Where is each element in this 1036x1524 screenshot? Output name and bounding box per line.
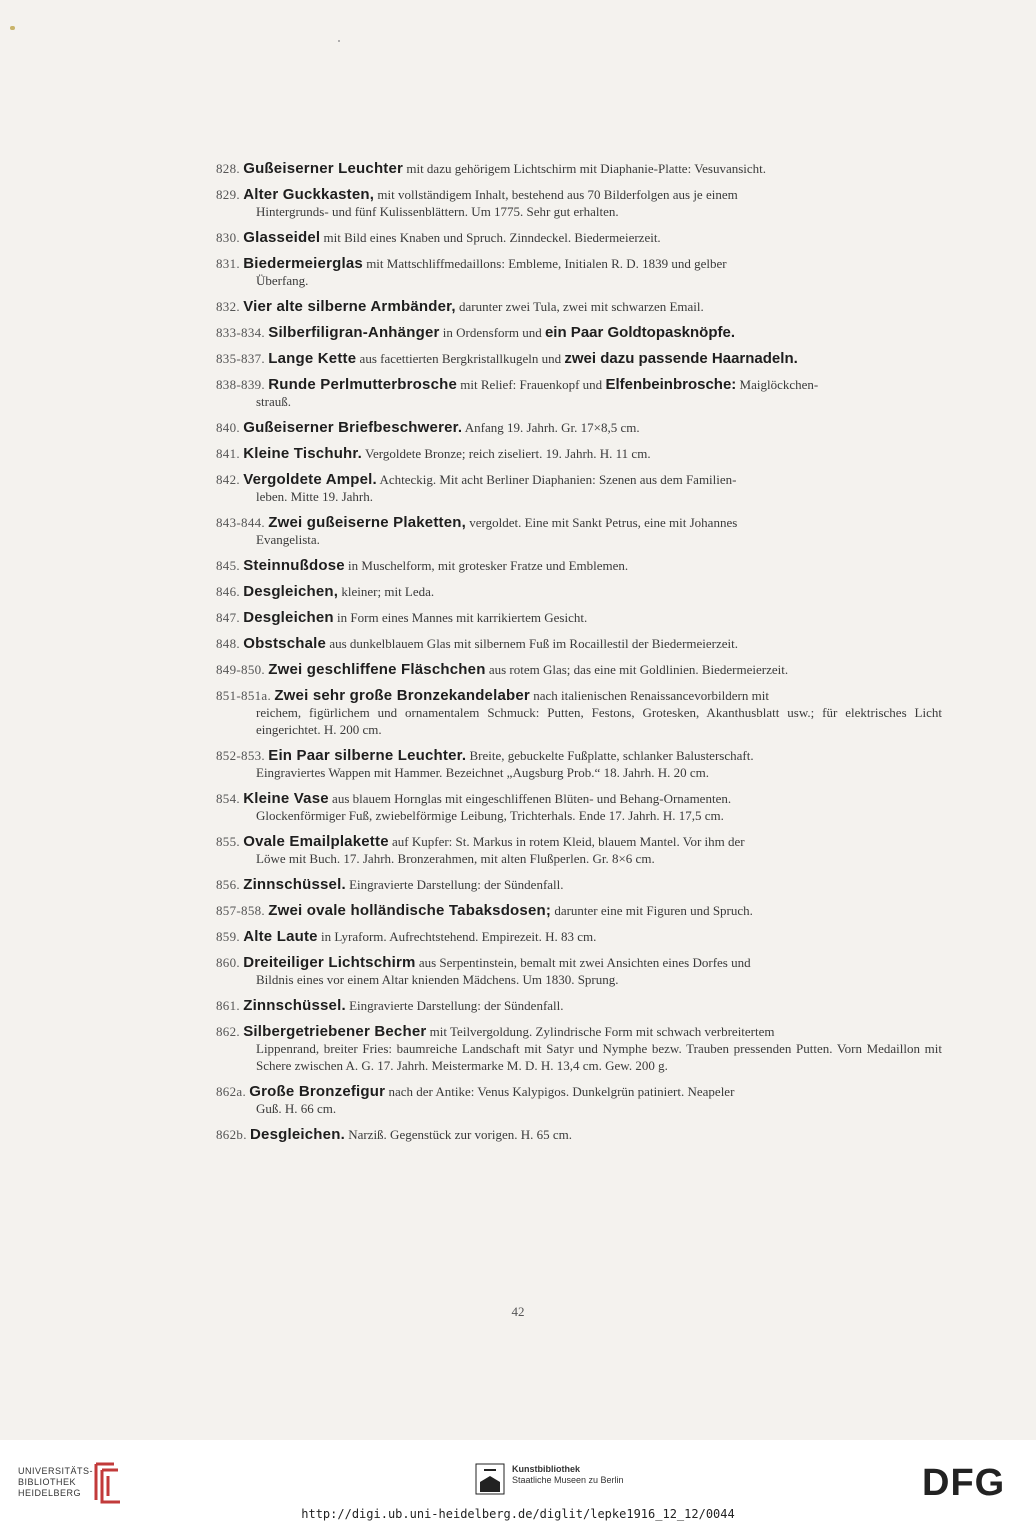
catalog-entry xyxy=(216,747,942,781)
ub-line-3: HEIDELBERG xyxy=(18,1488,82,1498)
entry-title: Zinnschüssel. xyxy=(243,876,346,893)
entry-title: Lange Kette xyxy=(268,350,357,367)
entry-title: Glasseidel xyxy=(243,229,321,246)
entry-title: Gußeiserner Briefbeschwerer. xyxy=(243,419,463,436)
catalog-entry xyxy=(216,902,942,919)
entry-number: 852-853. xyxy=(216,748,265,763)
entry-number: 833-834. xyxy=(216,325,265,340)
entry-continuation: Lippenrand, breiter Fries: baumreiche Landschaft mit Satyr und Nymphe bezw. Trauben pressenden Putten. Vorn Medaillon mit Schere zwischen A. G. 17. Jahrh. Meistermarke M. D. H. 13,4 cm. Gew. 200 g. xyxy=(256,1041,942,1073)
entry-number: 828. xyxy=(216,161,240,176)
entry-description: Eingravierte Darstellung: der Sündenfall. xyxy=(345,877,564,892)
entry-continuation: Hintergrunds- und fünf Kulissenblättern. Um 1775. Sehr gut erhalten. xyxy=(256,204,619,219)
entry-number: 862. xyxy=(216,1024,240,1039)
kunstbibliothek-logo-text xyxy=(512,1464,624,1486)
catalog-entry xyxy=(216,324,942,341)
entry-continuation: strauß. xyxy=(256,394,292,409)
catalog-entry xyxy=(216,514,942,548)
entry-title-secondary: Elfenbeinbrosche: xyxy=(605,376,737,393)
entry-title: Gußeiserner Leuchter xyxy=(243,160,404,177)
entry-description: aus Serpentinstein, bemalt mit zwei Ansichten eines Dorfes und xyxy=(415,955,751,970)
entry-description: Achteckig. Mit acht Berliner Diaphanien: Szenen aus dem Familien- xyxy=(376,472,737,487)
entry-title: Steinnußdose xyxy=(243,557,345,574)
entry-number: 830. xyxy=(216,230,240,245)
catalog-entry xyxy=(216,471,942,505)
page-number: 42 xyxy=(511,1304,525,1319)
entry-number: 840. xyxy=(216,420,240,435)
kunstbibliothek-logo-icon xyxy=(474,1462,506,1496)
entry-description: Eingravierte Darstellung: der Sündenfall. xyxy=(345,998,564,1013)
entry-title: Zwei ovale holländische Tabaksdosen; xyxy=(268,902,552,919)
entry-title: Zwei gußeiserne Plaketten, xyxy=(268,514,466,531)
catalog-entry xyxy=(216,445,942,462)
entry-continuation: Löwe mit Buch. 17. Jahrh. Bronzerahmen, mit alten Flußperlen. Gr. 8×6 cm. xyxy=(256,851,655,866)
ub-line-2: BIBLIOTHEK xyxy=(18,1477,77,1487)
entry-title: Runde Perlmutterbrosche xyxy=(268,376,458,393)
entry-description: aus blauem Hornglas mit eingeschliffenen Blüten- und Behang-Ornamenten. xyxy=(328,791,732,806)
catalog-entry xyxy=(216,419,942,436)
catalog-entry xyxy=(216,661,942,678)
entry-title: Dreiteiliger Lichtschirm xyxy=(243,954,416,971)
catalog-entry xyxy=(216,635,942,652)
entry-number: 855. xyxy=(216,834,240,849)
entry-number: 862a. xyxy=(216,1084,247,1099)
entry-title: Zwei sehr große Bronzekandelaber xyxy=(274,687,530,704)
entry-description: Vergoldete Bronze; reich ziseliert. 19. Jahrh. H. 11 cm. xyxy=(362,446,651,461)
ub-heidelberg-logo-text xyxy=(18,1466,93,1499)
entry-title: Alte Laute xyxy=(243,928,318,945)
catalog-entry xyxy=(216,1126,942,1143)
entry-description: mit vollständigem Inhalt, bestehend aus 70 Bilderfolgen aus je einem xyxy=(374,187,738,202)
entry-continuation: Bildnis eines vor einem Altar knienden Mädchens. Um 1830. Sprung. xyxy=(256,972,619,987)
catalog-entry xyxy=(216,609,942,626)
entry-continuation: Guß. H. 66 cm. xyxy=(256,1101,337,1116)
catalog-entry xyxy=(216,790,942,824)
entry-description: aus facettierten Bergkristallkugeln und xyxy=(356,351,565,366)
catalog-entry xyxy=(216,687,942,738)
entry-number: 862b. xyxy=(216,1127,247,1142)
catalog-entry xyxy=(216,954,942,988)
entry-number: 848. xyxy=(216,636,240,651)
entry-continuation: reichem, figürlichem und ornamentalem Schmuck: Putten, Festons, Grotesken, Akanthusblatt usw.; für elektrisches Licht eingerichtet. H. 200 cm. xyxy=(256,705,942,737)
entry-title: Kleine Vase xyxy=(243,790,329,807)
ub-line-1: UNIVERSITÄTS- xyxy=(18,1466,94,1476)
permalink-url[interactable]: http://digi.ub.uni-heidelberg.de/diglit/lepke1916_12_12/0044 xyxy=(301,1507,735,1521)
entry-description: nach der Antike: Venus Kalypigos. Dunkelgrün patiniert. Neapeler xyxy=(385,1084,735,1099)
entry-description: auf Kupfer: St. Markus in rotem Kleid, blauem Mantel. Vor ihm der xyxy=(388,834,745,849)
entry-number: 842. xyxy=(216,472,240,487)
entry-number: 851-851a. xyxy=(216,688,272,703)
entry-number: 846. xyxy=(216,584,240,599)
entry-description: aus rotem Glas; das eine mit Goldlinien. Biedermeierzeit. xyxy=(485,662,789,677)
entry-continuation: Überfang. xyxy=(256,273,309,288)
scan-speck xyxy=(10,26,15,30)
entry-number: 857-858. xyxy=(216,903,265,918)
entry-title: Große Bronzefigur xyxy=(249,1083,386,1100)
entry-description: aus dunkelblauem Glas mit silbernem Fuß im Rocaillestil der Biedermeierzeit. xyxy=(326,636,739,651)
entry-title: Ovale Emailplakette xyxy=(243,833,389,850)
entry-title: Zwei geschliffene Fläschchen xyxy=(268,661,486,678)
entry-description: nach italienischen Renaissancevorbildern mit xyxy=(529,688,769,703)
entry-description: mit Relief: Frauenkopf und xyxy=(457,377,606,392)
kb-line-2: Staatliche Museen zu Berlin xyxy=(512,1475,624,1485)
ub-heidelberg-logo-icon xyxy=(92,1460,126,1506)
entry-number: 843-844. xyxy=(216,515,265,530)
entry-description: vergoldet. Eine mit Sankt Petrus, eine mit Johannes xyxy=(466,515,738,530)
entry-description: darunter eine mit Figuren und Spruch. xyxy=(551,903,753,918)
catalog-entry xyxy=(216,583,942,600)
entry-title: Desgleichen xyxy=(243,609,334,626)
entry-number: 829. xyxy=(216,187,240,202)
entry-number: 832. xyxy=(216,299,240,314)
entry-number: 841. xyxy=(216,446,240,461)
entry-number: 860. xyxy=(216,955,240,970)
entry-title: Biedermeierglas xyxy=(243,255,363,272)
catalog-entry xyxy=(216,876,942,893)
catalog-entry xyxy=(216,350,942,367)
entry-title: Zinnschüssel. xyxy=(243,997,346,1014)
entry-description: Breite, gebuckelte Fußplatte, schlanker Balusterschaft. xyxy=(466,748,754,763)
entry-title: Vergoldete Ampel. xyxy=(243,471,377,488)
catalog-entry xyxy=(216,557,942,574)
entry-title: Ein Paar silberne Leuchter. xyxy=(268,747,467,764)
entry-description: mit Mattschliffmedaillons: Embleme, Initialen R. D. 1839 und gelber xyxy=(362,256,727,271)
entry-number: 845. xyxy=(216,558,240,573)
entry-title: Alter Guckkasten, xyxy=(243,186,375,203)
entry-description: mit Teilvergoldung. Zylindrische Form mit schwach verbreitertem xyxy=(426,1024,775,1039)
entry-title: Obstschale xyxy=(243,635,327,652)
entry-description: darunter zwei Tula, zwei mit schwarzen Email. xyxy=(455,299,704,314)
entry-title: Vier alte silberne Armbänder, xyxy=(243,298,456,315)
entry-number: 861. xyxy=(216,998,240,1013)
entry-description: mit dazu gehörigem Lichtschirm mit Diaphanie-Platte: Vesuvansicht. xyxy=(403,161,767,176)
entry-number: 849-850. xyxy=(216,662,265,677)
catalog-entry xyxy=(216,928,942,945)
entry-number: 859. xyxy=(216,929,240,944)
entry-number: 838-839. xyxy=(216,377,265,392)
catalog-entry xyxy=(216,298,942,315)
catalog-entry xyxy=(216,1083,942,1117)
catalog-entry xyxy=(216,1023,942,1074)
catalog-entry xyxy=(216,255,942,289)
entry-description: kleiner; mit Leda. xyxy=(338,584,435,599)
entry-description: in Ordensform und xyxy=(439,325,545,340)
entry-description: Anfang 19. Jahrh. Gr. 17×8,5 cm. xyxy=(462,420,640,435)
catalog-entries xyxy=(216,160,942,1152)
entry-title: Desgleichen. xyxy=(250,1126,345,1143)
entry-number: 835-837. xyxy=(216,351,265,366)
dfg-logo: DFG xyxy=(922,1462,1006,1504)
entry-continuation: Evangelista. xyxy=(256,532,320,547)
entry-title-secondary: ein Paar Goldtopasknöpfe. xyxy=(544,324,736,341)
entry-number: 831. xyxy=(216,256,240,271)
entry-title-secondary: zwei dazu passende Haarnadeln. xyxy=(564,350,798,367)
entry-description-secondary: Maiglöckchen- xyxy=(736,377,819,392)
entry-continuation: Eingraviertes Wappen mit Hammer. Bezeichnet „Augsburg Prob.“ 18. Jahrh. H. 20 cm. xyxy=(256,765,710,780)
entry-title: Silbergetriebener Becher xyxy=(243,1023,427,1040)
entry-description: mit Bild eines Knaben und Spruch. Zinndeckel. Biedermeierzeit. xyxy=(320,230,661,245)
catalog-entry xyxy=(216,376,942,410)
entry-title: Desgleichen, xyxy=(243,583,339,600)
catalog-entry xyxy=(216,229,942,246)
entry-number: 856. xyxy=(216,877,240,892)
entry-title: Silberfiligran-Anhänger xyxy=(268,324,440,341)
catalog-entry xyxy=(216,186,942,220)
catalog-entry xyxy=(216,160,942,177)
entry-number: 854. xyxy=(216,791,240,806)
entry-description: Narziß. Gegenstück zur vorigen. H. 65 cm. xyxy=(344,1127,573,1142)
entry-continuation: Glockenförmiger Fuß, zwiebelförmige Leibung, Trichterhals. Ende 17. Jahrh. H. 17,5 cm. xyxy=(256,808,724,823)
entry-description: in Form eines Mannes mit karrikiertem Gesicht. xyxy=(333,610,588,625)
kb-line-1: Kunstbibliothek xyxy=(512,1464,580,1474)
entry-description: in Lyraform. Aufrechtstehend. Empirezeit. H. 83 cm. xyxy=(317,929,597,944)
catalog-entry xyxy=(216,997,942,1014)
scan-speck xyxy=(338,40,340,42)
entry-number: 847. xyxy=(216,610,240,625)
entry-description: in Muschelform, mit grotesker Fratze und Emblemen. xyxy=(344,558,629,573)
entry-continuation: leben. Mitte 19. Jahrh. xyxy=(256,489,373,504)
catalog-entry xyxy=(216,833,942,867)
entry-title: Kleine Tischuhr. xyxy=(243,445,362,462)
